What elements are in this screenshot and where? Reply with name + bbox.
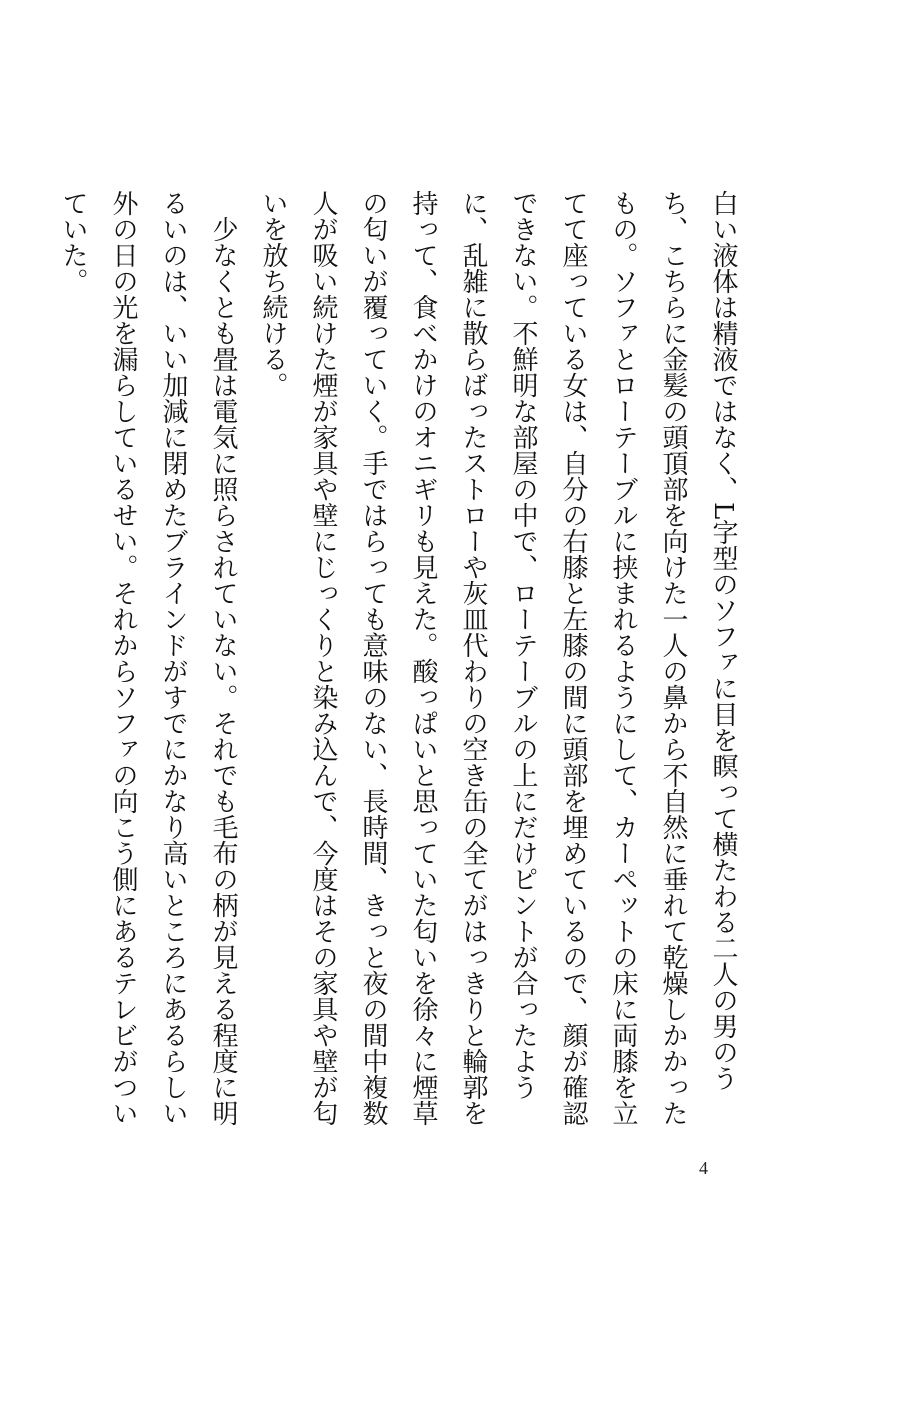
paragraph-2: 少なくとも畳は電気に照らされていない。それでも毛布の柄が見える程度に明るいのは、いい加減に閉めたブラインドがすでにかなり高いところにあるらしい外の日の光を漏らしているせい。それからソファの向こう側にあるテレビがついていた。 <box>58 190 238 1126</box>
paragraph-1: 白い液体は精液ではなく、L字型のソファに目を瞑って横たわる二人の男のうち、こちらに金髪の頭頂部を向けた一人の鼻から不自然に垂れて乾燥しかかったもの。ソファとローテーブルに挟まれるようにして、カーペットの床に両膝を立てて座っている女は、自分の右膝と左膝の間に頭部を埋めているので、顔が確認できない。不鮮明な部屋の中で、ローテーブルの上にだけピントが合ったように、乱雑に散らばったストローや灰皿代わりの空き缶の全てがはっきりと輪郭を持って、食べかけのオニギリも見えた。酸っぱいと思っていた匂いを徐々に煙草の匂いが覆っていく。手ではらっても意味のない、長時間、きっと夜の間中複数人が吸い続けた煙が家具や壁にじっくりと染み込んで、今度はその家具や壁が匂いを放ち続ける。 <box>258 190 738 1126</box>
page-number: 4 <box>699 1158 708 1178</box>
body-text <box>48 190 748 1140</box>
